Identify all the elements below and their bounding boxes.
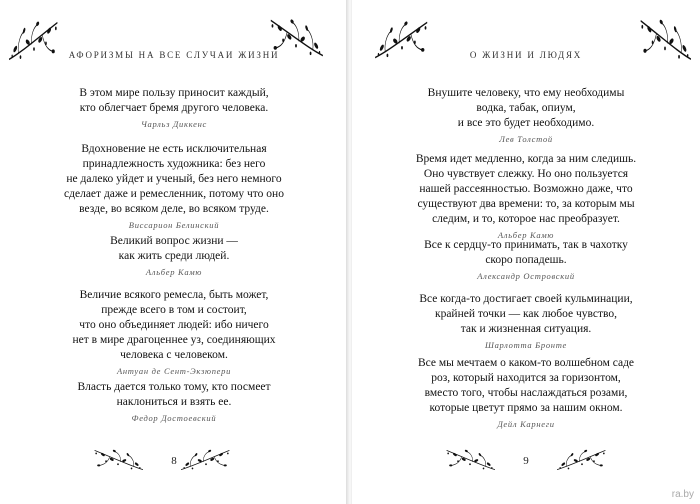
- quote-line: наклониться и взять ее.: [116, 396, 232, 408]
- quote-line: роз, который находится за горизонтом,: [431, 372, 621, 384]
- quote-line: крайней точки — как любое чувство,: [434, 308, 618, 320]
- quote-line: Вдохновение не есть исключительная: [81, 143, 267, 155]
- quote-author: Виссарион Белинский: [128, 220, 220, 230]
- quote-line: Власть дается только тому, кто посмеет: [77, 381, 271, 393]
- quote-line: сделает даже и ремесленник, потому что оно: [64, 188, 284, 200]
- quote-block: [0, 380, 348, 423]
- quote-author: Федор Достоевский: [131, 413, 217, 423]
- quote-block: [0, 288, 348, 376]
- quote-line: которые цветут прямо за нашим окном.: [429, 402, 623, 414]
- running-header: АФОРИЗМЫ НА ВСЕ СЛУЧАИ ЖИЗНИ: [68, 50, 280, 60]
- quote-author: Дейл Карнеги: [497, 419, 555, 429]
- page-number: 8: [171, 455, 177, 467]
- quote-line: принадлежность художника: без него: [82, 158, 266, 170]
- quote-author: Чарльз Диккенс: [140, 119, 207, 129]
- quote-block: [352, 238, 700, 281]
- quote-line: Внушите человеку, что ему необходимы: [427, 87, 625, 99]
- quote-line: так и жизненная ситуация.: [460, 323, 592, 335]
- page-number: 9: [523, 455, 529, 467]
- quote-line: везде, во всяком деле, во всяком труде.: [79, 203, 269, 215]
- quote-line: вместо того, чтобы наслаждаться розами,: [424, 387, 628, 399]
- quote-line: нашей рассеянностью. Возможно даже, что: [419, 183, 633, 195]
- quote-author: Альбер Камю: [145, 267, 203, 277]
- quote-line: что оно объединяет людей: ибо ничего: [79, 319, 269, 331]
- quote-line: В этом мире пользу приносит каждый,: [79, 87, 269, 99]
- quote-line: Оно чувствует слежку. Но оно пользуется: [423, 168, 629, 180]
- quote-author: Александр Островский: [477, 271, 575, 281]
- right-page: [352, 0, 700, 504]
- quote-block: [0, 142, 348, 230]
- quote-block: [0, 234, 348, 277]
- quote-line: кто облегчает бремя другого человека.: [79, 102, 269, 114]
- quote-block: [352, 292, 700, 350]
- quote-line: существуют два времени: то, за которым мы: [417, 198, 635, 210]
- quote-line: человека с человеком.: [120, 349, 228, 361]
- quote-line: Великий вопрос жизни —: [110, 235, 238, 247]
- quote-line: Все когда-то достигает своей кульминации,: [419, 293, 633, 305]
- quote-line: следим, и то, которое нас преобразует.: [432, 213, 620, 225]
- quote-author: Альбер Камю: [497, 230, 555, 240]
- quote-line: Время идет медленно, когда за ним следишь.: [415, 153, 637, 165]
- left-page: [0, 0, 348, 504]
- quote-line: нет в мире драгоценнее уз, соединяющих: [72, 334, 276, 346]
- quote-line: Величие всякого ремесла, быть может,: [79, 289, 269, 301]
- quote-author: Лев Толстой: [499, 134, 553, 144]
- watermark: ra.by: [671, 489, 694, 500]
- quote-block: [352, 356, 700, 429]
- quote-author: Антуан де Сент-Экзюпери: [116, 366, 232, 376]
- quote-block: [352, 152, 700, 240]
- quote-block: [0, 86, 348, 129]
- quote-line: водка, табак, опиум,: [476, 102, 576, 114]
- quote-line: и все это будет необходимо.: [457, 117, 595, 129]
- quote-line: как жить среди людей.: [118, 250, 230, 262]
- quote-line: скоро попадешь.: [485, 254, 567, 266]
- quote-line: Все к сердцу-то принимать, так в чахотку: [424, 239, 628, 251]
- quote-line: Все мы мечтаем о каком-то волшебном саде: [417, 357, 635, 369]
- quote-line: прежде всего в том и состоит,: [101, 304, 247, 316]
- quote-line: не далеко уйдет и ученый, без него немного: [66, 173, 282, 185]
- quote-block: [352, 86, 700, 144]
- running-header: О ЖИЗНИ И ЛЮДЯХ: [469, 50, 583, 60]
- quote-author: Шарлотта Бронте: [485, 340, 567, 350]
